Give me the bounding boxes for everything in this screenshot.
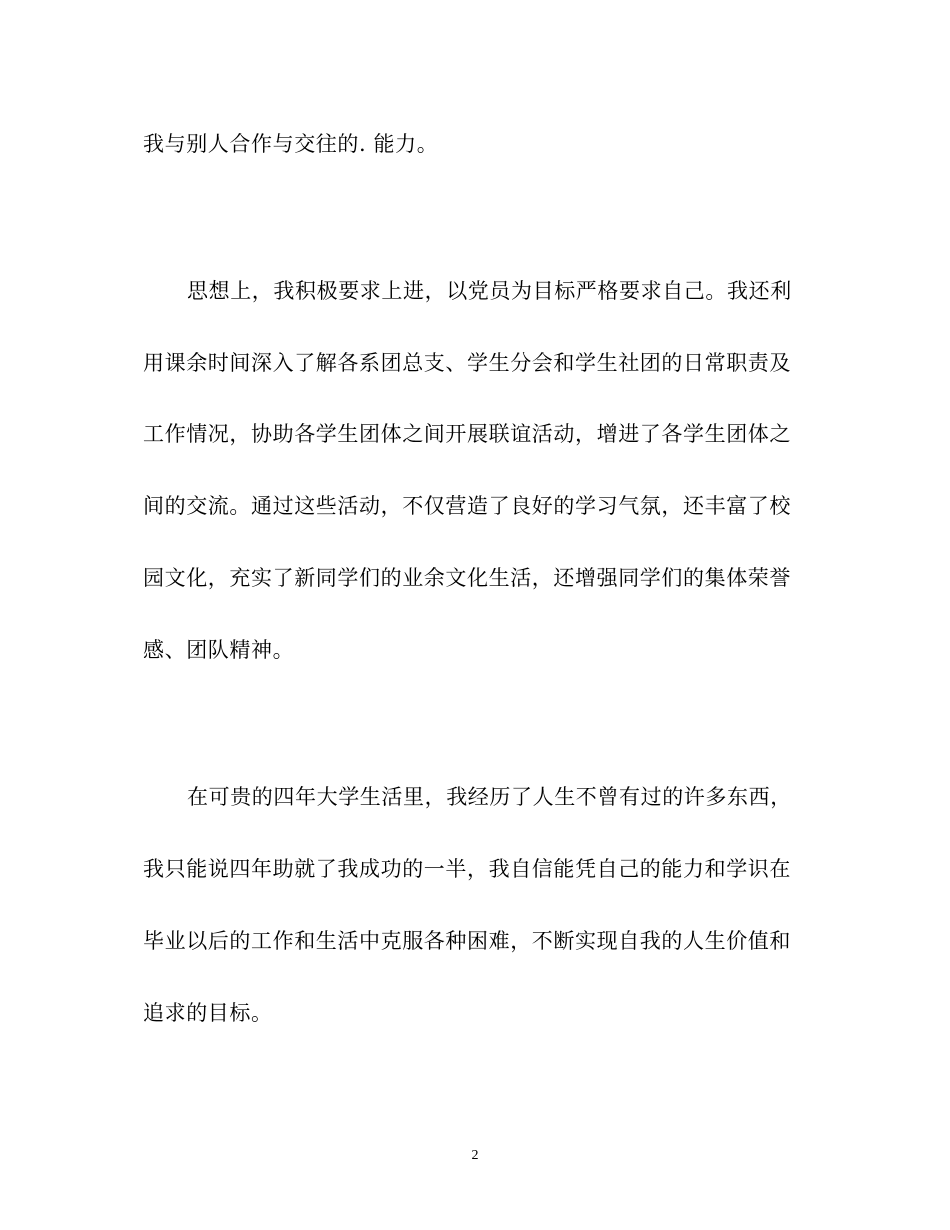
paragraph-2-line-5: 园文化，充实了新同学们的业余文化生活，还增强同学们的集体荣誉 [143,566,791,590]
paragraph-3-line-4: 追求的目标。 [143,1001,273,1025]
paragraph-3-line-1: 在可贵的四年大学生活里，我经历了人生不曾有过的许多东西， [187,785,792,809]
paragraph-1-line-1: 我与别人合作与交往的. 能力。 [143,132,439,156]
page-number: 2 [471,1148,479,1163]
paragraph-2-line-4: 间的交流。通过这些活动，不仅营造了良好的学习气氛，还丰富了校 [143,494,791,518]
paragraph-2-line-1: 思想上，我积极要求上进，以党员为目标严格要求自己。我还利 [187,279,792,303]
paragraph-2-line-6: 感、团队精神。 [143,638,295,662]
paragraph-2-line-3: 工作情况，协助各学生团体之间开展联谊活动，增进了各学生团体之 [143,422,791,446]
paragraph-3-line-3: 毕业以后的工作和生活中克服各种困难，不断实现自我的人生价值和 [143,929,791,953]
paragraph-2-line-2: 用课余时间深入了解各系团总支、学生分会和学生社团的日常职责及 [143,351,791,375]
paragraph-3-line-2: 我只能说四年助就了我成功的一半，我自信能凭自己的能力和学识在 [143,857,791,881]
